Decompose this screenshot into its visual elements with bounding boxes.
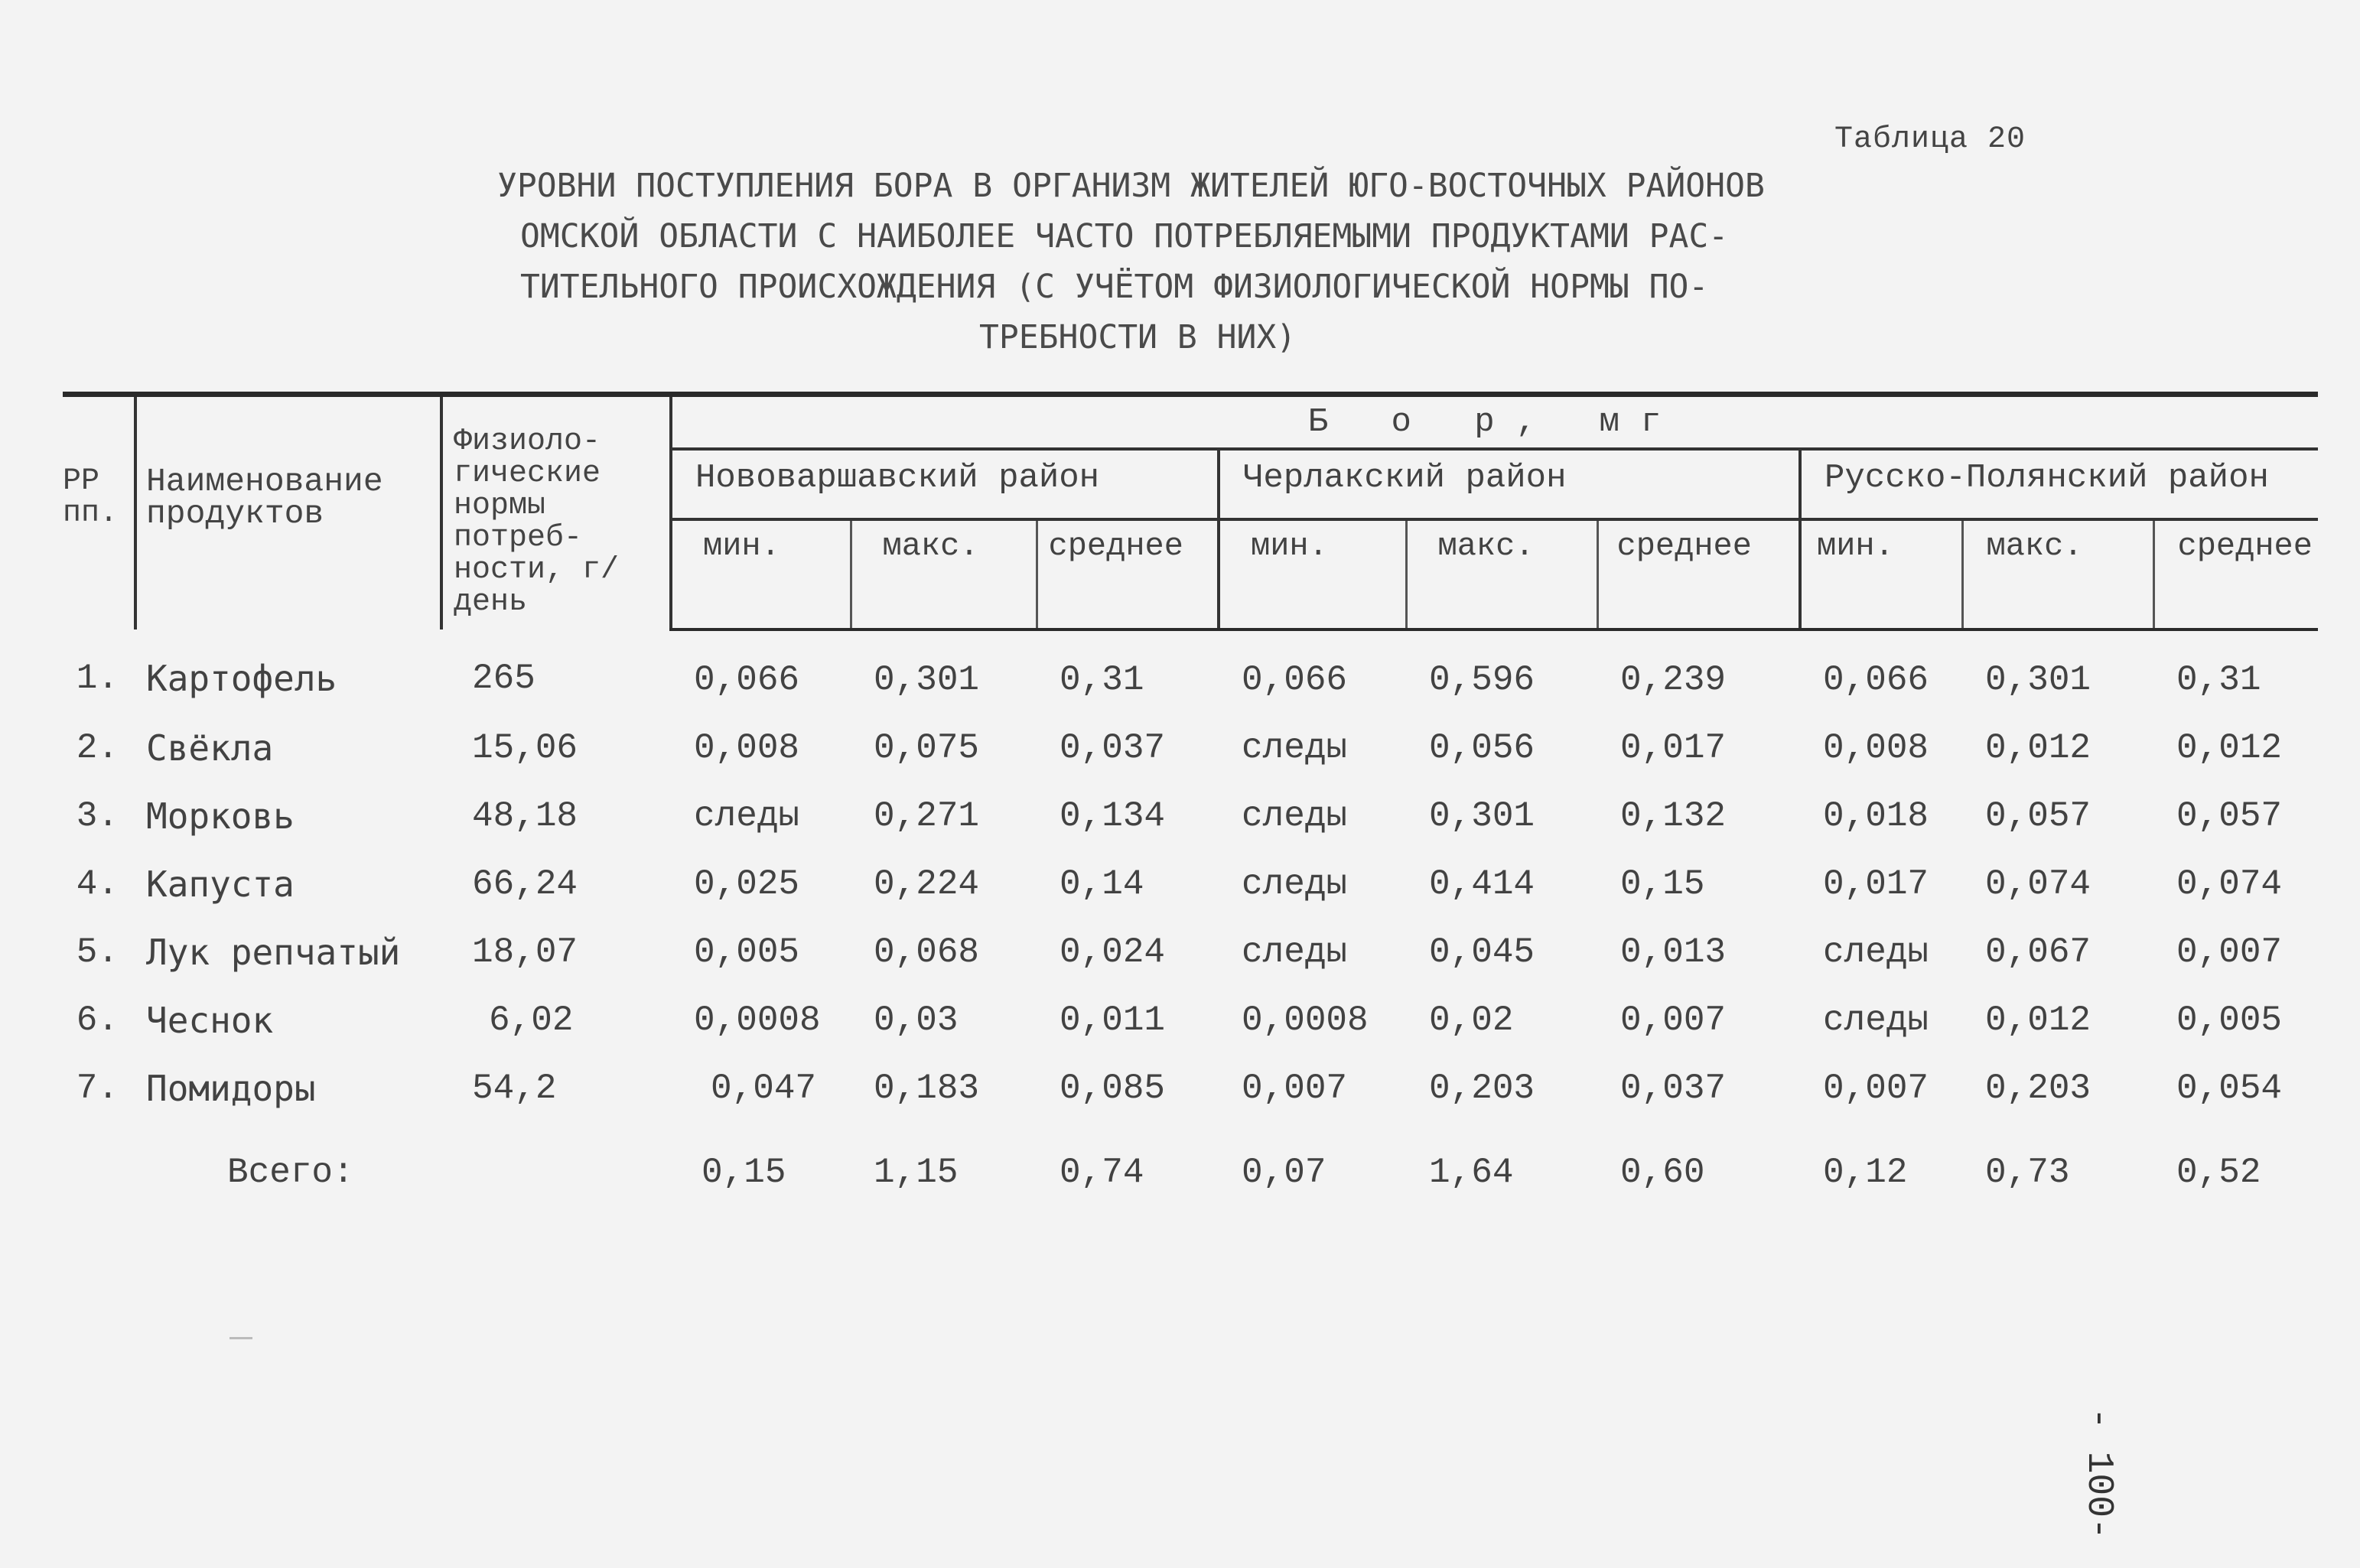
cell-value: 0,047: [711, 1069, 817, 1108]
cell-value: 0,301: [1985, 660, 2091, 700]
header-min: мин.: [1219, 519, 1406, 629]
header-district-novovarshavsky: Нововаршавский район: [671, 449, 1219, 519]
cell-value: 0,025: [694, 864, 800, 904]
cell-value: 0,066: [1242, 660, 1348, 700]
cell-value: 0,007: [2176, 932, 2283, 972]
cell-value: 0,271: [874, 796, 980, 836]
scan-mark: [229, 1337, 252, 1339]
cell-value: 0,085: [1060, 1069, 1166, 1108]
cell-value: 0,008: [1823, 728, 1929, 768]
cell-value: 0,066: [1823, 660, 1929, 700]
cell-value: следы: [1242, 932, 1348, 972]
row-number: 5.: [76, 932, 119, 972]
norm-value: 54,2: [472, 1069, 557, 1108]
cell-value: 0,132: [1620, 796, 1727, 836]
cell-value: 0,045: [1429, 932, 1535, 972]
cell-value: 0,301: [1429, 796, 1535, 836]
total-value: 1,64: [1429, 1153, 1514, 1192]
cell-value: 0,15: [1620, 864, 1705, 904]
table-row: [63, 714, 2318, 782]
cell-value: 0,007: [1242, 1069, 1348, 1108]
cell-value: 0,037: [1060, 728, 1166, 768]
cell-value: 0,074: [2176, 864, 2283, 904]
cell-value: 0,057: [2176, 796, 2283, 836]
row-number: 2.: [76, 728, 119, 768]
header-district-russko-polyansky: Русско-Полянский район: [1800, 449, 2318, 519]
row-number: 3.: [76, 796, 119, 836]
norm-value: 6,02: [489, 1000, 574, 1040]
total-value: 0,07: [1242, 1153, 1326, 1192]
cell-value: 0,03: [874, 1000, 959, 1040]
table-title: [474, 161, 1897, 363]
product-name: Капуста: [146, 864, 295, 905]
cell-value: 0,017: [1823, 864, 1929, 904]
header-physiological-norm: Физиоло-гические нормы потреб-ности, г/день: [441, 395, 671, 630]
header-min: мин.: [671, 519, 851, 629]
cell-value: 0,067: [1985, 932, 2091, 972]
product-name: Свёкла: [146, 727, 274, 769]
table-number-label: Таблица 20: [1834, 122, 2026, 157]
cell-value: 0,005: [2176, 1000, 2283, 1040]
title-line-1: УРОВНИ ПОСТУПЛЕНИЯ БОРА В ОРГАНИЗМ ЖИТЕЛЕЙ ЮГО-ВОСТОЧНЫХ РАЙОНОВ: [497, 167, 1765, 205]
norm-value: 15,06: [472, 728, 578, 768]
total-label: Всего:: [227, 1153, 354, 1192]
cell-value: 0,066: [694, 660, 800, 700]
cell-value: 0,239: [1620, 660, 1727, 700]
table-row: [63, 919, 2318, 987]
table-row: [63, 1055, 2318, 1123]
total-value: 0,73: [1985, 1153, 2070, 1192]
cell-value: 0,056: [1429, 728, 1535, 768]
cell-value: 0,011: [1060, 1000, 1166, 1040]
cell-value: 0,301: [874, 660, 980, 700]
cell-value: следы: [1242, 796, 1348, 836]
product-name: Помидоры: [146, 1068, 316, 1109]
cell-value: следы: [1242, 864, 1348, 904]
cell-value: 0,057: [1985, 796, 2091, 836]
cell-value: 0,024: [1060, 932, 1166, 972]
product-name: Картофель: [146, 658, 337, 699]
cell-value: 0,005: [694, 932, 800, 972]
cell-value: 0,012: [1985, 728, 2091, 768]
cell-value: 0,018: [1823, 796, 1929, 836]
page-number: - 100-: [2078, 1407, 2119, 1540]
cell-value: 0,31: [1060, 660, 1144, 700]
cell-value: следы: [1242, 728, 1348, 768]
norm-value: 48,18: [472, 796, 578, 836]
cell-value: 0,0008: [694, 1000, 821, 1040]
norm-value: 265: [472, 659, 535, 698]
cell-value: 0,075: [874, 728, 980, 768]
total-value: 0,60: [1620, 1153, 1705, 1192]
cell-value: 0,02: [1429, 1000, 1514, 1040]
total-row: [63, 1123, 2318, 1222]
table-row: [63, 629, 2318, 714]
cell-value: следы: [1823, 932, 1929, 972]
row-number: 6.: [76, 1000, 119, 1040]
cell-value: 0,414: [1429, 864, 1535, 904]
cell-value: 0,0008: [1242, 1000, 1369, 1040]
title-line-3: ТИТЕЛЬНОГО ПРОИСХОЖДЕНИЯ (С УЧЁТОМ ФИЗИОЛОГИЧЕСКОЙ НОРМЫ ПО-: [520, 268, 1709, 306]
cell-value: 0,31: [2176, 660, 2261, 700]
cell-value: 0,183: [874, 1069, 980, 1108]
cell-value: 0,224: [874, 864, 980, 904]
product-name: Морковь: [146, 795, 295, 837]
total-value: 1,15: [874, 1153, 959, 1192]
cell-value: 0,14: [1060, 864, 1144, 904]
table-row: [63, 851, 2318, 919]
header-avg: среднее: [1037, 519, 1219, 629]
cell-value: 0,007: [1620, 1000, 1727, 1040]
cell-value: 0,037: [1620, 1069, 1727, 1108]
table-row: [63, 987, 2318, 1055]
cell-value: 0,596: [1429, 660, 1535, 700]
cell-value: 0,007: [1823, 1069, 1929, 1108]
total-value: 0,74: [1060, 1153, 1144, 1192]
cell-value: 0,013: [1620, 932, 1727, 972]
total-value: 0,52: [2176, 1153, 2261, 1192]
product-name: Чеснок: [146, 1000, 274, 1041]
boron-intake-table: [63, 392, 2318, 1222]
cell-value: 0,054: [2176, 1069, 2283, 1108]
header-boron-mg: Б о р, мг: [671, 395, 2318, 450]
norm-value: 18,07: [472, 932, 578, 972]
header-max: макс.: [851, 519, 1037, 629]
cell-value: 0,074: [1985, 864, 2091, 904]
title-line-2: ОМСКОЙ ОБЛАСТИ С НАИБОЛЕЕ ЧАСТО ПОТРЕБЛЯЕМЫМИ ПРОДУКТАМИ РАС-: [520, 217, 1729, 255]
header-max: макс.: [1962, 519, 2153, 629]
product-name: Лук репчатый: [146, 932, 401, 973]
header-product-name: Наименование продуктов: [135, 395, 441, 630]
table-row: [63, 782, 2318, 851]
table-header: [63, 395, 2318, 630]
cell-value: следы: [1823, 1000, 1929, 1040]
table-body: [63, 629, 2318, 1222]
row-number: 7.: [76, 1069, 119, 1108]
row-number: 4.: [76, 864, 119, 904]
row-number: 1.: [76, 659, 119, 698]
total-value: 0,12: [1823, 1153, 1908, 1192]
total-value: 0,15: [701, 1153, 786, 1192]
cell-value: 0,017: [1620, 728, 1727, 768]
norm-value: 66,24: [472, 864, 578, 904]
header-row-number: РР пп.: [63, 395, 135, 630]
header-avg: среднее: [1597, 519, 1800, 629]
cell-value: 0,068: [874, 932, 980, 972]
header-district-cherlaksky: Черлакский район: [1219, 449, 1800, 519]
cell-value: 0,203: [1985, 1069, 2091, 1108]
cell-value: 0,134: [1060, 796, 1166, 836]
cell-value: следы: [694, 796, 800, 836]
cell-value: 0,012: [1985, 1000, 2091, 1040]
header-max: макс.: [1406, 519, 1597, 629]
title-line-4: ТРЕБНОСТИ В НИХ): [979, 318, 1297, 356]
cell-value: 0,203: [1429, 1069, 1535, 1108]
cell-value: 0,012: [2176, 728, 2283, 768]
header-min: мин.: [1800, 519, 1962, 629]
cell-value: 0,008: [694, 728, 800, 768]
header-avg: среднее: [2153, 519, 2318, 629]
